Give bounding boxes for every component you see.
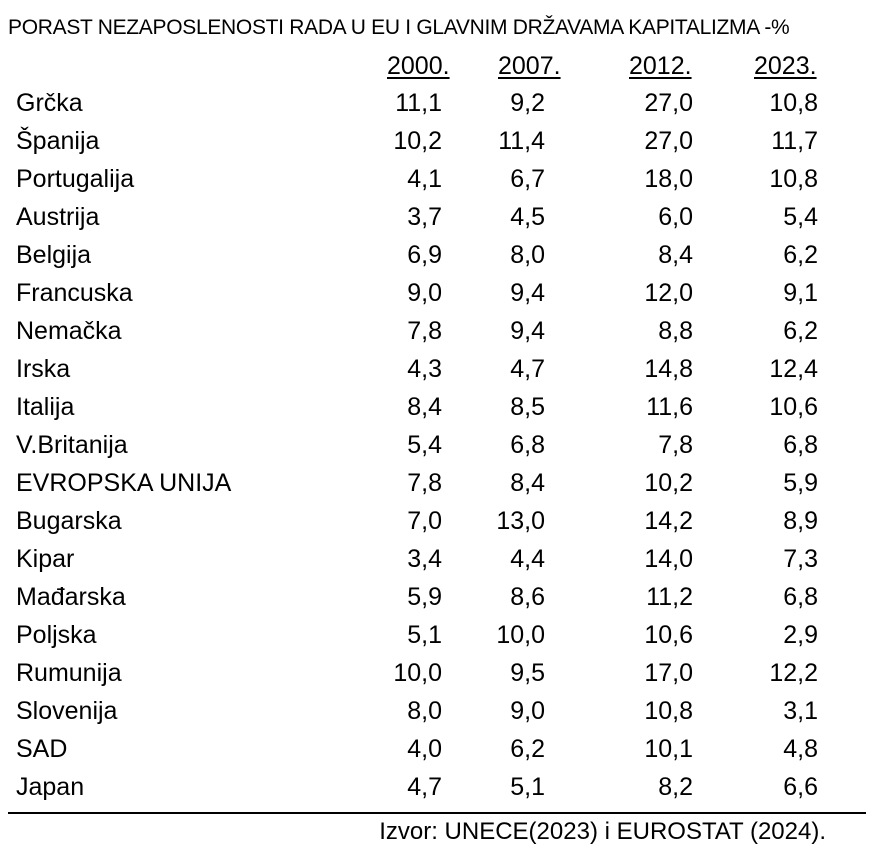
row-label: Grčka [16,89,83,117]
table-row [0,768,886,806]
table-cell: 10,2 [644,469,693,497]
row-label: Nemačka [16,317,122,345]
table-cell: 27,0 [644,127,693,155]
table-cell: 3,1 [783,697,818,725]
table-cell: 11,6 [646,393,693,421]
table-cell: 8,8 [658,317,693,345]
table-row [0,692,886,730]
table-cell: 10,8 [769,165,818,193]
table-row [0,426,886,464]
column-header-2000: 2000. [387,52,450,80]
table-cell: 14,2 [644,507,693,535]
table-cell: 11,1 [395,89,442,117]
row-label: EVROPSKA UNIJA [16,469,232,497]
row-label: Mađarska [16,583,126,611]
table-cell: 10,1 [644,735,693,763]
table-cell: 3,7 [407,203,442,231]
table-cell: 7,8 [407,317,442,345]
table-cell: 4,1 [407,165,442,193]
row-label: Bugarska [16,507,122,535]
table-cell: 2,9 [783,621,818,649]
table-row [0,540,886,578]
table-cell: 13,0 [496,507,545,535]
table-cell: 4,0 [407,735,442,763]
table-cell: 6,8 [783,431,818,459]
table-cell: 9,0 [407,279,442,307]
table-row [0,198,886,236]
row-label: Japan [16,773,85,801]
table-cell: 6,2 [783,241,818,269]
row-label: Italija [16,393,75,421]
table-cell: 9,4 [510,279,545,307]
bottom-rule [8,812,866,814]
table-cell: 10,8 [769,89,818,117]
row-label: SAD [16,735,68,763]
table-row [0,350,886,388]
table-cell: 11,7 [771,127,818,155]
table-cell: 4,8 [783,735,818,763]
row-label: Francuska [16,279,133,307]
table-cell: 10,8 [644,697,693,725]
table-cell: 8,9 [783,507,818,535]
table-row [0,654,886,692]
table-row [0,464,886,502]
row-label: Kipar [16,545,75,573]
table-cell: 8,0 [510,241,545,269]
table-cell: 4,4 [510,545,545,573]
table-cell: 12,4 [769,355,818,383]
table-cell: 6,9 [407,241,442,269]
table-cell: 6,8 [510,431,545,459]
table-cell: 27,0 [644,89,693,117]
row-label: Rumunija [16,659,122,687]
table-cell: 8,2 [658,773,693,801]
table-cell: 6,0 [658,203,693,231]
table-cell: 9,1 [783,279,818,307]
table-cell: 9,0 [510,697,545,725]
column-header-2012: 2012. [629,52,692,80]
table-row [0,730,886,768]
table-row [0,84,886,122]
table-cell: 8,4 [510,469,545,497]
table-cell: 6,6 [783,773,818,801]
table-cell: 8,5 [510,393,545,421]
table-cell: 8,4 [407,393,442,421]
row-label: Portugalija [16,165,135,193]
table-cell: 5,1 [510,773,545,801]
table-cell: 4,7 [510,355,545,383]
table-row [0,616,886,654]
table-cell: 11,4 [498,127,545,155]
row-label: Slovenija [16,697,118,725]
table-cell: 6,7 [510,165,545,193]
table-cell: 5,1 [407,621,442,649]
column-header-2007: 2007. [498,52,561,80]
table-cell: 7,8 [407,469,442,497]
table-cell: 8,0 [407,697,442,725]
table-cell: 7,8 [658,431,693,459]
source-note: Izvor: UNECE(2023) i EUROSTAT (2024). [379,818,826,845]
table-row [0,502,886,540]
row-label: Španija [16,127,100,155]
table-cell: 9,2 [510,89,545,117]
row-label: Belgija [16,241,92,269]
table-cell: 10,2 [393,127,442,155]
row-label: Austrija [16,203,100,231]
table-cell: 10,0 [496,621,545,649]
table-cell: 7,3 [783,545,818,573]
table-row [0,388,886,426]
table-row [0,312,886,350]
table-cell: 4,3 [407,355,442,383]
table-cell: 4,7 [407,773,442,801]
table-cell: 17,0 [644,659,693,687]
table-row [0,236,886,274]
table-row [0,160,886,198]
table-cell: 8,6 [510,583,545,611]
table-cell: 5,9 [783,469,818,497]
column-header-2023: 2023. [754,52,817,80]
table-cell: 5,4 [783,203,818,231]
table-cell: 9,4 [510,317,545,345]
table-cell: 12,2 [769,659,818,687]
table-cell: 7,0 [407,507,442,535]
table-cell: 5,9 [407,583,442,611]
table-row [0,578,886,616]
table-row [0,122,886,160]
table-cell: 6,2 [783,317,818,345]
table-cell: 9,5 [510,659,545,687]
table-row [0,274,886,312]
table-cell: 10,0 [393,659,442,687]
table-cell: 4,5 [510,203,545,231]
table-cell: 5,4 [407,431,442,459]
table-cell: 6,2 [510,735,545,763]
table-cell: 10,6 [769,393,818,421]
row-label: Poljska [16,621,97,649]
table-cell: 18,0 [644,165,693,193]
table-cell: 10,6 [644,621,693,649]
table-cell: 6,8 [783,583,818,611]
table-title: PORAST NEZAPOSLENOSTI RADA U EU I GLAVNIM DRŽAVAMA KAPITALIZMA -% [8,16,790,39]
table-cell: 14,8 [644,355,693,383]
row-label: Irska [16,355,71,383]
table-cell: 8,4 [658,241,693,269]
table-cell: 14,0 [644,545,693,573]
table-cell: 12,0 [644,279,693,307]
table-cell: 3,4 [407,545,442,573]
row-label: V.Britanija [16,431,128,459]
table-cell: 11,2 [646,583,693,611]
